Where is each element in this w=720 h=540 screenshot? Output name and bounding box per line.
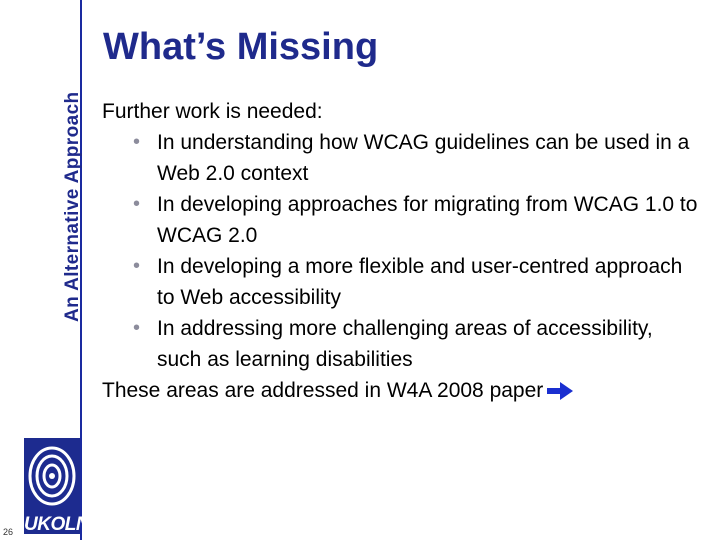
bullet-icon: • [133,255,141,277]
bullet-item [131,127,702,189]
page-number: 26 [3,527,14,537]
bullet-icon: • [133,193,141,215]
conclusion-text [102,375,702,406]
bullet-text: In addressing more challenging areas of accessibility, such as learning disabilities [157,317,653,371]
logo-text: UKOLN [24,514,90,535]
intro-text: Further work is needed: [102,100,323,123]
bullet-list [102,127,702,375]
right-arrow-icon[interactable] [547,382,573,400]
bullet-text: In understanding how WCAG guidelines can be used in a Web 2.0 context [157,131,690,185]
slide-body [102,96,702,406]
bullet-item [131,313,702,375]
section-title-vertical: An Alternative Approach [62,91,83,322]
bullet-item [131,189,702,251]
page-title: What’s Missing [103,26,379,68]
bullet-icon: • [133,317,141,339]
bullet-icon: • [133,131,141,153]
bullet-text: In developing a more flexible and user-centred approach to Web accessibility [157,255,683,309]
bullet-item [131,251,702,313]
conclusion-label: These areas are addressed in W4A 2008 paper [102,379,544,402]
bullet-text: In developing approaches for migrating from WCAG 1.0 to WCAG 2.0 [157,193,698,247]
